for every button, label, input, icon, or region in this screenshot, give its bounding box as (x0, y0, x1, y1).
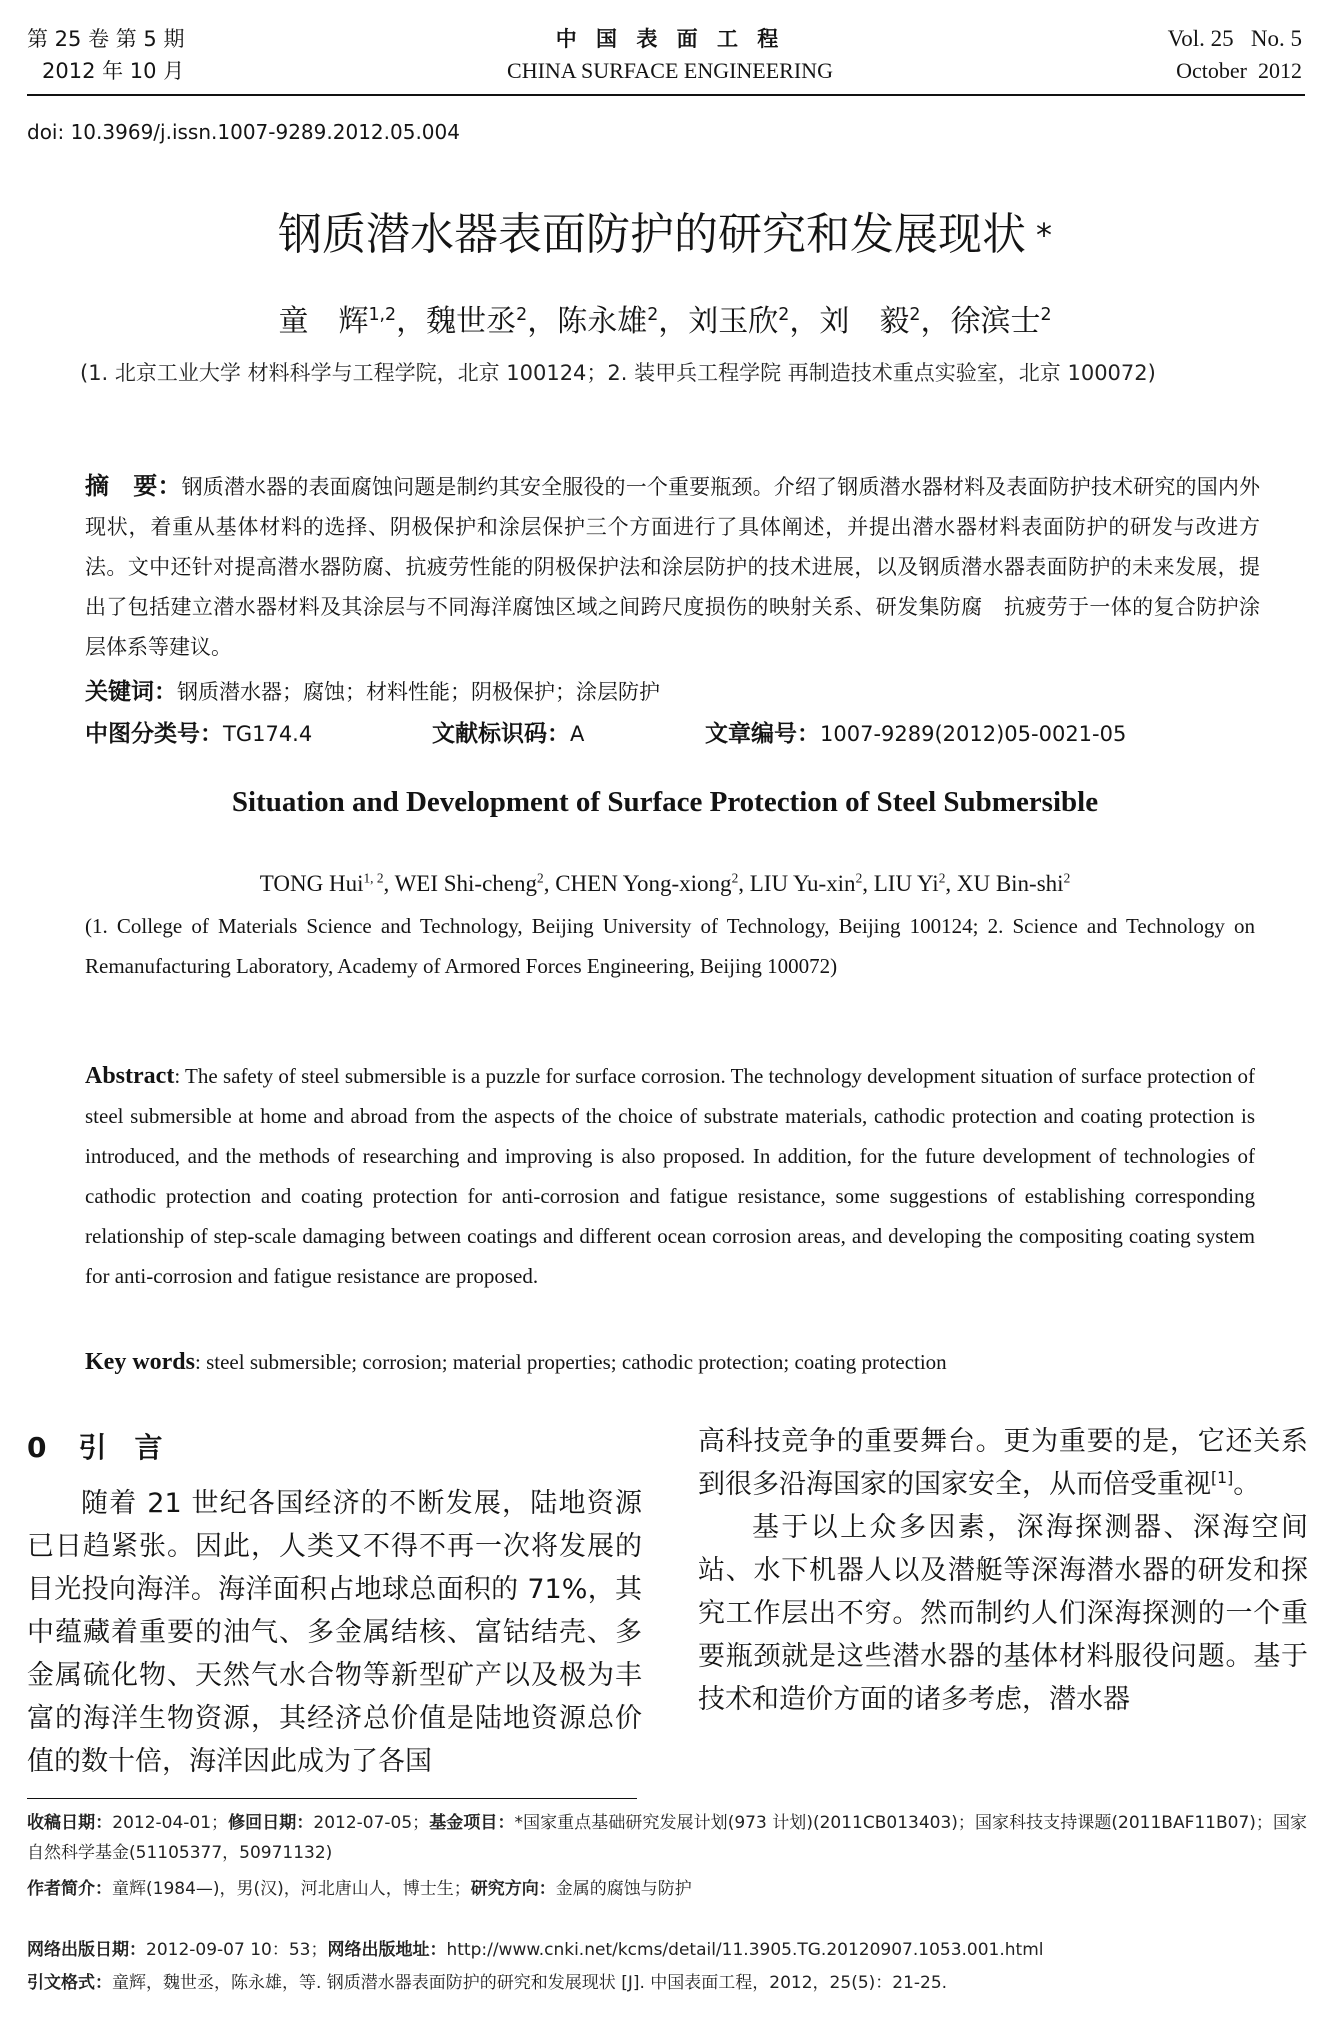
fund-label: 基金项目： (429, 1813, 515, 1833)
pub-url: http://www.cnki.net/kcms/detail/11.3905.TG.20120907.1053.001.html (446, 1940, 1044, 1960)
author-cn-separator: ， (396, 304, 427, 339)
citation-ref: [1] (1211, 1468, 1234, 1487)
author-en-name: LIU Yi (873, 871, 939, 896)
author-en-separator: , (945, 871, 957, 896)
author-en-separator: , (383, 871, 395, 896)
keywords-en (85, 1342, 1255, 1382)
footnote-publication (27, 1935, 1307, 1965)
revised-label: 修回日期： (228, 1813, 314, 1833)
pub-url-label: 网络出版地址： (327, 1940, 447, 1960)
author-cn-affil-sup: 2 (778, 305, 790, 325)
received-date: 2012-04-01； (112, 1813, 229, 1833)
art-label: 文章编号： (705, 721, 820, 747)
keywords-cn (85, 672, 1260, 712)
author-en-separator: , (862, 871, 874, 896)
keywords-en-text: : steel submersible; corrosion; material properties; cathodic protection; coating protection (195, 1350, 947, 1374)
author-en-affil-sup: 2 (731, 870, 739, 886)
header-journal-en: CHINA SURFACE ENGINEERING (507, 58, 833, 83)
body-left-column: 随着 21 世纪各国经济的不断发展，陆地资源已日趋紧张。因此，人类又不得不再一次将发展的目光投向海洋。海洋面积占地球总面积的 71%，其中蕴藏着重要的油气、多金属结核、富钴结壳、多金属硫化物、天然气水合物等新型矿产以及极为丰富的海洋生物资源，其经济总价值是陆地资源总价值的数十倍，海洋因此成为了各国 (27, 1488, 642, 1777)
title-en: Situation and Development of Surface Protection of Steel Submersible (231, 786, 1099, 818)
abstract-en (85, 1056, 1255, 1296)
clc-label: 中图分类号： (85, 721, 223, 747)
author-cn-separator: ， (658, 304, 689, 339)
abstract-cn-text: 钢质潜水器的表面腐蚀问题是制约其安全服役的一个重要瓶颈。介绍了钢质潜水器材料及表面防护技术研究的国内外现状，着重从基体材料的选择、阴极保护和涂层保护三个方面进行了具体阐述，并提出潜水器材料表面防护的研发与改进方法。文中还针对提高潜水器防腐、抗疲劳性能的阴极保护法和涂层防护的技术进展，以及钢质潜水器表面防护的未来发展，提出了包括建立潜水器材料及其涂层与不同海洋腐蚀区域之间跨尺度损伤的映射关系、研发集防腐 抗疲劳于一体的复合防护涂层体系等建议。 (85, 475, 1260, 659)
header-date-en: October 2012 (1176, 58, 1302, 83)
author-cn-affil-sup: 2 (1040, 305, 1052, 325)
abstract-cn-label: 摘 要： (85, 472, 182, 500)
classification-article (705, 714, 1126, 754)
cite-label: 引文格式： (27, 1973, 112, 1993)
title-cn-text: 钢质潜水器表面防护的研究和发展现状 (278, 209, 1026, 260)
body-right-1-end: 。 (1233, 1469, 1261, 1500)
footnote-citation (27, 1968, 1307, 1998)
author-en-name: LIU Yu-xin (749, 871, 856, 896)
section-title: 引 言 (78, 1431, 163, 1464)
header-rule (27, 94, 1305, 96)
author-cn-separator: ， (789, 304, 820, 339)
author-en-separator: , (543, 871, 556, 896)
author-cn-name: 徐滨士 (950, 304, 1041, 339)
classification-clc (85, 714, 312, 754)
footnote-bio (27, 1874, 1307, 1904)
doi: doi: 10.3969/j.issn.1007-9289.2012.05.004 (27, 120, 460, 144)
received-label: 收稿日期： (27, 1813, 113, 1833)
affiliation-cn: (1. 北京工业大学 材料科学与工程学院，北京 100124；2. 装甲兵工程学院 再制造技术重点实验室，北京 100072) (80, 361, 1156, 385)
author-en-affil-sup: 2 (855, 870, 863, 886)
doc-label: 文献标识码： (432, 721, 570, 747)
authors-cn (0, 300, 1330, 344)
author-en-separator: , (738, 871, 750, 896)
author-en-affil-sup: 2 (1063, 870, 1071, 886)
author-cn-name: 刘 毅 (819, 304, 910, 339)
affiliation-en: (1. College of Materials Science and Technology, Beijing University of Technology, Beijing 100124; 2. Science and Technology on Remanufacturing Laboratory, Academy of Armored Forces Engineering, Beijing 100072) (85, 914, 1255, 978)
author-cn-affil-sup: 1,2 (368, 305, 397, 325)
field-label: 研究方向： (470, 1879, 556, 1899)
footnote-rule (27, 1798, 637, 1799)
doc-value: A (570, 722, 585, 746)
body-right-1-text: 高科技竞争的重要舞台。更为重要的是，它还关系到很多沿海国家的国家安全，从而倍受重视 (698, 1426, 1308, 1500)
footnote-dates-fund (27, 1808, 1307, 1868)
author-cn-name: 陈永雄 (557, 304, 648, 339)
author-en-name: XU Bin-shi (956, 871, 1064, 896)
author-cn-name: 刘玉欣 (688, 304, 779, 339)
author-cn-affil-sup: 2 (516, 305, 528, 325)
section-heading (27, 1428, 163, 1468)
field-text: 金属的腐蚀与防护 (555, 1879, 692, 1899)
header-date-cn: 2012 年 10 月 (42, 59, 185, 83)
author-cn-name: 魏世丞 (426, 304, 517, 339)
title-star: * (1036, 216, 1052, 254)
body-right-paragraph-2: 基于以上众多因素，深海探测器、深海空间站、水下机器人以及潜艇等深海潜水器的研发和探究工作层出不穷。然而制约人们深海探测的一个重要瓶颈就是这些潜水器的基体材料服役问题。基于技术和造价方面的诸多考虑，潜水器 (698, 1512, 1308, 1715)
author-en-affil-sup: 1, 2 (363, 870, 384, 886)
author-cn-name: 童 辉 (278, 304, 369, 339)
classification-doc (432, 714, 584, 754)
pub-date-label: 网络出版日期： (27, 1940, 146, 1960)
author-en-name: CHEN Yong-xiong (555, 871, 732, 896)
revised-date: 2012-07-05； (313, 1813, 430, 1833)
header-journal-cn: 中 国 表 面 工 程 (555, 27, 785, 51)
title-cn (0, 205, 1330, 265)
author-cn-separator: ， (527, 304, 558, 339)
header-volume-en: Vol. 25 No. 5 (1167, 26, 1302, 51)
abstract-cn (85, 466, 1260, 667)
author-cn-affil-sup: 2 (647, 305, 659, 325)
author-en-affil-sup: 2 (537, 870, 544, 886)
author-en-name: TONG Hui (259, 871, 364, 896)
author-cn-separator: ， (920, 304, 951, 339)
author-en-name: WEI Shi-cheng (394, 871, 538, 896)
fund-text: *国家重点基础研究发展计划(973 计划)(2011CB013403)；国家科技支持课题(2011BAF11B07)；国家自然科学基金(51105377，50971132) (27, 1813, 1308, 1863)
clc-value: TG174.4 (223, 722, 313, 746)
header-volume-cn: 第 25 卷 第 5 期 (27, 27, 185, 51)
body-right-paragraph-1 (698, 1420, 1308, 1506)
keywords-cn-text: 钢质潜水器；腐蚀；材料性能；阴极保护；涂层防护 (177, 680, 660, 704)
author-cn-affil-sup: 2 (909, 305, 921, 325)
art-value: 1007-9289(2012)05-0021-05 (820, 722, 1127, 746)
cite-text: 童辉，魏世丞，陈永雄，等. 钢质潜水器表面防护的研究和发展现状 [J]. 中国表面工程，2012，25(5)：21-25. (112, 1973, 948, 1993)
author-en-affil-sup: 2 (938, 870, 946, 886)
pub-date: 2012-09-07 10：53； (146, 1940, 328, 1960)
body-right-column (698, 1420, 1308, 1721)
abstract-en-label: Abstract (85, 1063, 175, 1089)
keywords-cn-label: 关键词： (85, 679, 177, 705)
keywords-en-label: Key words (85, 1349, 195, 1375)
abstract-en-text: : The safety of steel submersible is a puzzle for surface corrosion. The technology development situation of surface protection of steel submersible at home and abroad from the aspects of the choice of substrate materials, cathodic protection and coating protection is introduced, and the methods of researching and improving is also proposed. In addition, for the future development of technologies of cathodic protection and coating protection for anti-corrosion and fatigue resistance, some suggestions of establishing corresponding relationship of step-scale damaging between coatings and different ocean corrosion areas, and developing the compositing coating system for anti-corrosion and fatigue resistance are proposed. (85, 1064, 1255, 1288)
authors-en (0, 866, 1330, 902)
bio-text: 童辉(1984—)，男(汉)，河北唐山人，博士生； (112, 1879, 471, 1899)
section-number: 0 (27, 1431, 47, 1464)
bio-label: 作者简介： (27, 1879, 112, 1899)
